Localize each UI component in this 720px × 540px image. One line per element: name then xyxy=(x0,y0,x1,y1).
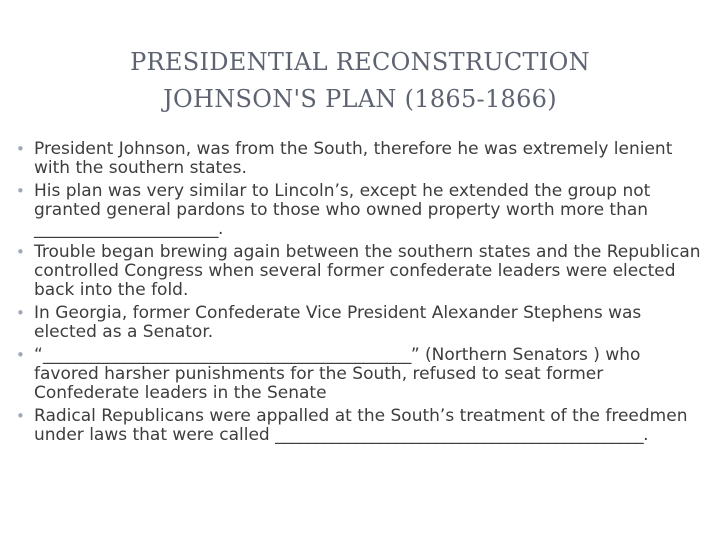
bullet-dot-icon: • xyxy=(16,182,25,200)
bullet-item xyxy=(14,140,708,178)
bullet-list xyxy=(14,140,708,449)
bullet-text: Trouble began brewing again between the southern states and the Republican controlled Congress when several former confederate leaders were elected back into the fold. xyxy=(34,242,701,300)
bullet-text: Radical Republicans were appalled at the South’s treatment of the freedmen under laws that were called xyxy=(34,406,688,445)
fill-in-blank: ______________________________________________ xyxy=(42,345,411,365)
bullet-dot-icon: • xyxy=(16,304,25,322)
fill-in-blank: _______________________ xyxy=(34,219,218,239)
slide-title xyxy=(0,44,720,118)
bullet-dot-icon: • xyxy=(16,243,25,261)
bullet-item xyxy=(14,182,708,239)
bullet-item xyxy=(14,407,708,445)
bullet-text: (Northern Senators ) who favored harsher punishments for the South, refused to seat former Confederate leaders in the Senate xyxy=(34,345,641,403)
bullet-item xyxy=(14,304,708,342)
bullet-dot-icon: • xyxy=(16,346,25,364)
title-line-2: JOHNSON'S PLAN (1865-1866) xyxy=(163,85,557,113)
bullet-text: In Georgia, former Confederate Vice President Alexander Stephens was elected as a Senator. xyxy=(34,303,642,342)
bullet-item xyxy=(14,243,708,300)
bullet-dot-icon: • xyxy=(16,407,25,425)
fill-in-blank: ______________________________________________ xyxy=(275,425,644,445)
bullet-tail: . xyxy=(643,425,649,445)
bullet-text: President Johnson, was from the South, therefore he was extremely lenient with the southern states. xyxy=(34,139,673,178)
bullet-dot-icon: • xyxy=(16,140,25,158)
bullet-lead: “ xyxy=(34,345,43,365)
bullet-tail: ” xyxy=(410,345,426,365)
bullet-tail: . xyxy=(218,219,224,239)
title-line-1: PRESIDENTIAL RECONSTRUCTION xyxy=(130,48,590,76)
bullet-text: His plan was very similar to Lincoln’s, except he extended the group not granted general pardons to those who owned property worth more than xyxy=(34,181,651,220)
bullet-item xyxy=(14,346,708,403)
